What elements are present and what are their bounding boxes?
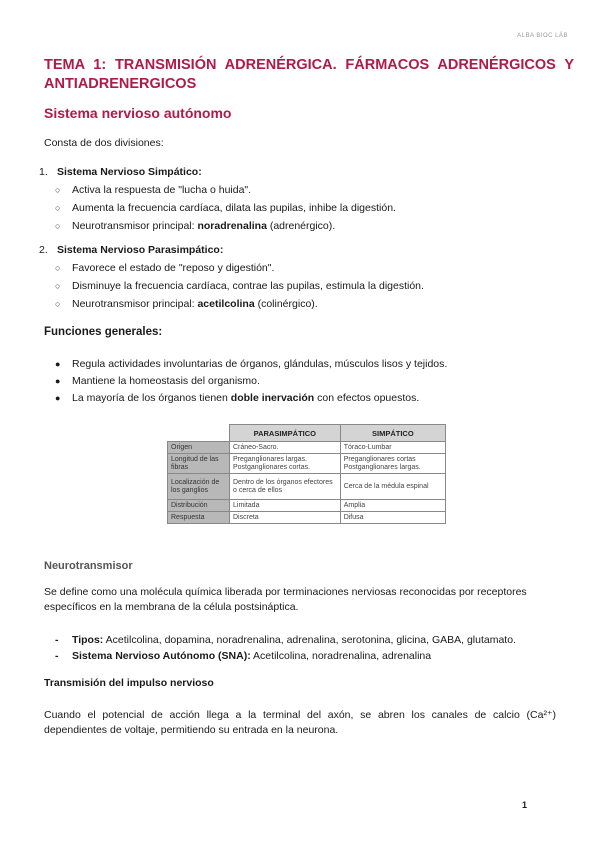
- page-number: 1: [522, 800, 528, 810]
- table-cell: Preganglionares cortas Postganglionares largas.: [340, 454, 445, 474]
- list-item: ● Regula actividades involuntarias de órganos, glándulas, músculos lisos y tejidos.: [55, 356, 447, 373]
- row-label: Distribución: [168, 500, 230, 512]
- impulse-title: Transmisión del impulso nervioso: [44, 677, 214, 689]
- division-parasimpatico: [39, 244, 223, 256]
- circle-bullet-icon: ○: [55, 299, 61, 309]
- bullet-icon: ●: [55, 393, 61, 403]
- table-header-row: [168, 425, 446, 442]
- functions-title: Funciones generales:: [44, 326, 163, 338]
- division-title: Sistema Nervioso Parasimpático:: [57, 244, 224, 256]
- list-item: ● Mantiene la homeostasis del organismo.: [55, 373, 447, 390]
- circle-bullet-icon: ○: [55, 263, 61, 273]
- list-item: ○ Disminuye la frecuencia cardíaca, contrae las pupilas, estimula la digestión.: [55, 277, 424, 295]
- table-cell: Cráneo-Sacro.: [230, 442, 341, 454]
- table-row: [168, 474, 446, 500]
- table-cell: Difusa: [340, 512, 445, 524]
- list-item: ○ Activa la respuesta de "lucha o huida".: [55, 181, 396, 199]
- comparison-table: [167, 424, 446, 524]
- circle-bullet-icon: ○: [55, 203, 61, 213]
- impulse-text: Cuando el potencial de acción llega a la terminal del axón, se abren los canales de calcio (Ca²⁺) dependientes de voltaje, permitiendo su entrada en la neurona.: [44, 709, 556, 736]
- parasimpatico-list: [55, 259, 424, 313]
- table-cell: Limitada: [230, 500, 341, 512]
- row-label: Respuesta: [168, 512, 230, 524]
- row-label: Localización de los ganglios: [168, 474, 230, 500]
- list-item: - Tipos: Acetilcolina, dopamina, noradrenalina, adrenalina, serotonina, glicina, GABA, glutamato.: [55, 634, 516, 646]
- list-item: ○ Favorece el estado de "reposo y digestión".: [55, 259, 424, 277]
- table-corner: [168, 425, 230, 442]
- table-cell: Tóraco-Lumbar: [340, 442, 445, 454]
- list-item: ○ Aumenta la frecuencia cardíaca, dilata las pupilas, inhibe la digestión.: [55, 199, 396, 217]
- dash-bullet-icon: -: [55, 650, 59, 662]
- section-title: Sistema nervioso autónomo: [44, 105, 232, 121]
- functions-list: [55, 356, 447, 407]
- simpatico-list: [55, 181, 396, 235]
- neurotransmitter-title: Neurotransmisor: [44, 560, 133, 572]
- circle-bullet-icon: ○: [55, 221, 61, 231]
- header-parasimpatico: PARASIMPÁTICO: [230, 425, 341, 442]
- table-cell: Discreta: [230, 512, 341, 524]
- table-cell: Cerca de la médula espinal: [340, 474, 445, 500]
- table-row: [168, 500, 446, 512]
- intro-text: Consta de dos divisiones:: [44, 137, 164, 149]
- list-item: ○ Neurotransmisor principal: noradrenalina (adrenérgico).: [55, 217, 396, 235]
- circle-bullet-icon: ○: [55, 281, 61, 291]
- bullet-icon: ●: [55, 359, 61, 369]
- table-cell: Dentro de los órganos efectores o cerca de ellos: [230, 474, 341, 500]
- list-item: - Sistema Nervioso Autónomo (SNA): Acetilcolina, noradrenalina, adrenalina: [55, 650, 432, 662]
- table-row: [168, 454, 446, 474]
- circle-bullet-icon: ○: [55, 185, 61, 195]
- table-row: [168, 442, 446, 454]
- list-number: 2.: [39, 244, 48, 256]
- list-number: 1.: [39, 166, 48, 178]
- table-cell: Amplia: [340, 500, 445, 512]
- page-title: TEMA 1: TRANSMISIÓN ADRENÉRGICA. FÁRMACOS ADRENÉRGICOS Y ANTIADRENERGICOS: [44, 57, 574, 92]
- neurotransmitter-list: [55, 632, 516, 664]
- table-row: [168, 512, 446, 524]
- dash-bullet-icon: -: [55, 634, 59, 646]
- division-simpatico: [39, 166, 202, 178]
- bullet-icon: ●: [55, 376, 61, 386]
- row-label: Origen: [168, 442, 230, 454]
- table-cell: Preganglionares largas. Postganglionares cortas.: [230, 454, 341, 474]
- neurotransmitter-definition: Se define como una molécula química liberada por terminaciones nerviosas reconocidas por receptores específicos en la membrana de la célula postsináptica.: [44, 586, 527, 613]
- list-item: ○ Neurotransmisor principal: acetilcolina (colinérgico).: [55, 295, 424, 313]
- row-label: Longitud de las fibras: [168, 454, 230, 474]
- header-tag: ALBA BIOC LÁB: [517, 33, 568, 39]
- division-title: Sistema Nervioso Simpático:: [57, 166, 202, 178]
- header-simpatico: SIMPÁTICO: [340, 425, 445, 442]
- list-item: ● La mayoría de los órganos tienen doble inervación con efectos opuestos.: [55, 390, 447, 407]
